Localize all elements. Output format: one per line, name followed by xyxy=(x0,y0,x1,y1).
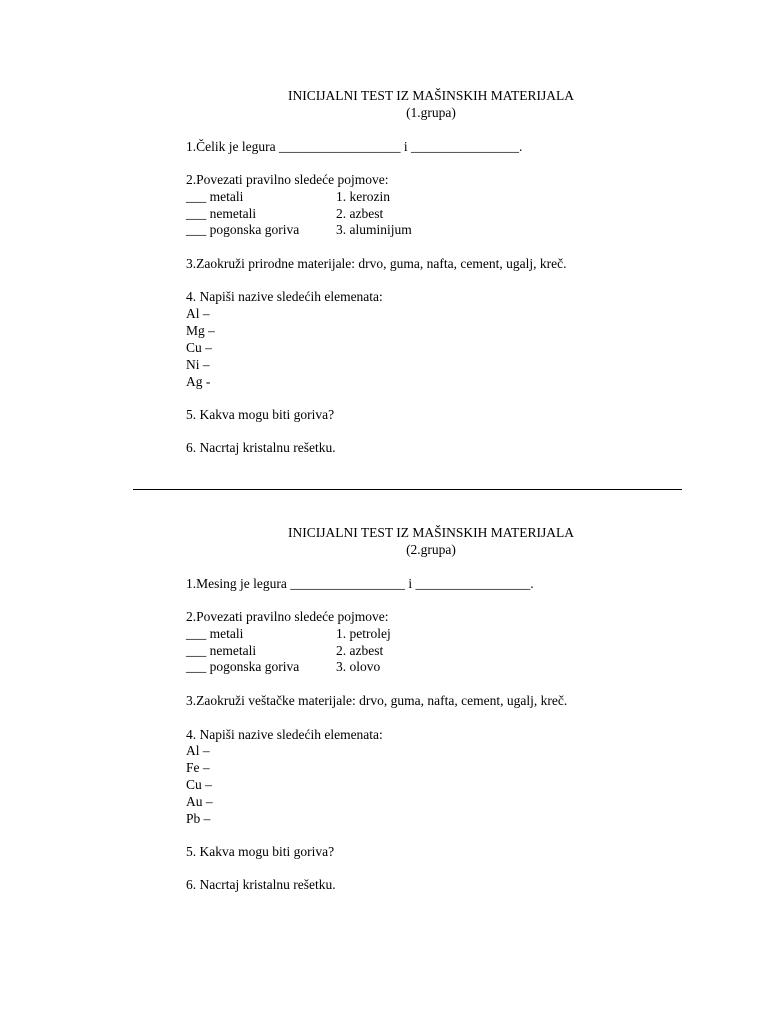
test-2-element-5: Pb – xyxy=(186,811,211,826)
section-divider xyxy=(133,489,682,490)
test-1-title: INICIJALNI TEST IZ MAŠINSKIH MATERIJALA xyxy=(288,88,574,103)
test-1-match-right-3: 3. aluminijum xyxy=(336,222,412,237)
test-2-match-left-3: ___ pogonska goriva xyxy=(186,659,300,674)
test-1-match-left-1: ___ metali xyxy=(186,189,244,204)
test-2-question-3: 3.Zaokruži veštačke materijale: drvo, guma, nafta, cement, ugalj, kreč. xyxy=(186,693,568,708)
test-1-element-4: Ni – xyxy=(186,357,210,372)
test-1-match-left-2: ___ nemetali xyxy=(186,206,257,221)
test-1-question-4-heading: 4. Napiši nazive sledećih elemenata: xyxy=(186,289,383,304)
test-2-match-left-2: ___ nemetali xyxy=(186,643,257,658)
test-1-element-1: Al – xyxy=(186,306,210,321)
test-1-match-right-1: 1. kerozin xyxy=(336,189,390,204)
test-1-group: (1.grupa) xyxy=(406,105,456,120)
test-2-title: INICIJALNI TEST IZ MAŠINSKIH MATERIJALA xyxy=(288,525,574,540)
test-2-question-1: 1.Mesing je legura _________________ i _________________. xyxy=(186,576,534,591)
test-2-element-3: Cu – xyxy=(186,777,212,792)
test-2-element-2: Fe – xyxy=(186,760,210,775)
test-2-question-5: 5. Kakva mogu biti goriva? xyxy=(186,844,335,859)
test-1-question-6: 6. Nacrtaj kristalnu rešetku. xyxy=(186,440,336,455)
test-1-element-2: Mg – xyxy=(186,323,215,338)
test-1-element-3: Cu – xyxy=(186,340,212,355)
test-2-question-6: 6. Nacrtaj kristalnu rešetku. xyxy=(186,877,336,892)
test-1-question-2-heading: 2.Povezati pravilno sledeće pojmove: xyxy=(186,172,389,187)
test-2-element-1: Al – xyxy=(186,743,210,758)
test-1-question-5: 5. Kakva mogu biti goriva? xyxy=(186,407,335,422)
test-1-question-3: 3.Zaokruži prirodne materijale: drvo, guma, nafta, cement, ugalj, kreč. xyxy=(186,256,567,271)
test-2-question-4-heading: 4. Napiši nazive sledećih elemenata: xyxy=(186,727,383,742)
test-2-match-left-1: ___ metali xyxy=(186,626,244,641)
test-1-match-left-3: ___ pogonska goriva xyxy=(186,222,300,237)
test-1-match-right-2: 2. azbest xyxy=(336,206,384,221)
test-2-question-2-heading: 2.Povezati pravilno sledeće pojmove: xyxy=(186,609,389,624)
test-2-element-4: Au – xyxy=(186,794,213,809)
test-2-group: (2.grupa) xyxy=(406,542,456,557)
test-1-element-5: Ag - xyxy=(186,374,211,389)
test-2-match-right-1: 1. petrolej xyxy=(336,626,391,641)
test-1-question-1: 1.Čelik je legura __________________ i ________________. xyxy=(186,139,523,154)
test-2-match-right-2: 2. azbest xyxy=(336,643,384,658)
test-2-match-right-3: 3. olovo xyxy=(336,659,381,674)
